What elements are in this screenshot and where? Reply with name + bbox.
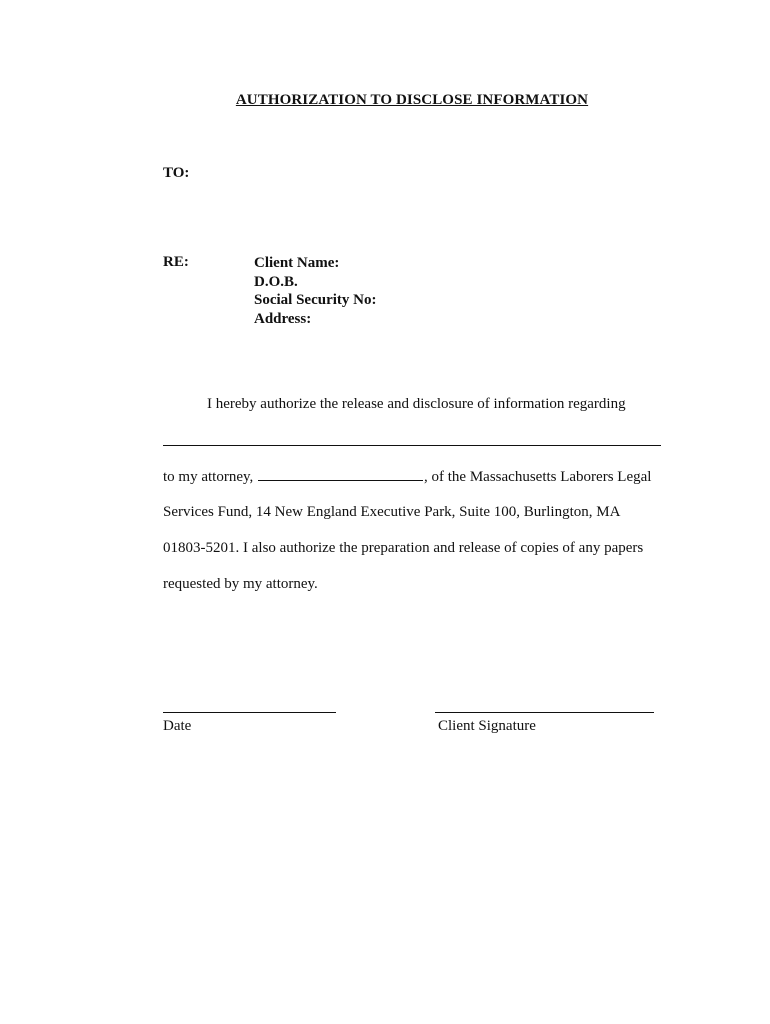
client-name-label: Client Name:: [254, 255, 340, 271]
attorney-name-blank[interactable]: [258, 468, 423, 481]
attorney-suffix-text: , of the Massachusetts Laborers Legal: [424, 469, 652, 485]
to-label: TO:: [163, 165, 190, 181]
zip-text: 01803-5201. I also authorize the preparation and release of copies of any papers: [163, 540, 644, 556]
client-signature-blank-line[interactable]: [435, 712, 654, 713]
date-blank-line[interactable]: [163, 712, 336, 713]
address-label: Address:: [254, 310, 312, 327]
re-label: RE:: [163, 254, 189, 270]
attorney-prefix-text: to my attorney,: [163, 469, 254, 485]
document-title: AUTHORIZATION TO DISCLOSE INFORMATION: [235, 92, 589, 108]
requested-text: requested by my attorney.: [163, 576, 318, 592]
ssn-label: Social Security No:: [254, 292, 377, 308]
date-label: Date: [163, 718, 192, 734]
services-text: Services Fund, 14 New England Executive Park, Suite 100, Burlington, MA: [163, 504, 621, 520]
client-signature-label: Client Signature: [438, 718, 536, 734]
re-fields: [254, 254, 376, 328]
attorney-line: [163, 468, 651, 486]
dob-label: D.O.B.: [254, 273, 298, 290]
regarding-blank-line[interactable]: [163, 445, 661, 446]
authorize-text: I hereby authorize the release and disclosure of information regarding: [207, 396, 626, 412]
